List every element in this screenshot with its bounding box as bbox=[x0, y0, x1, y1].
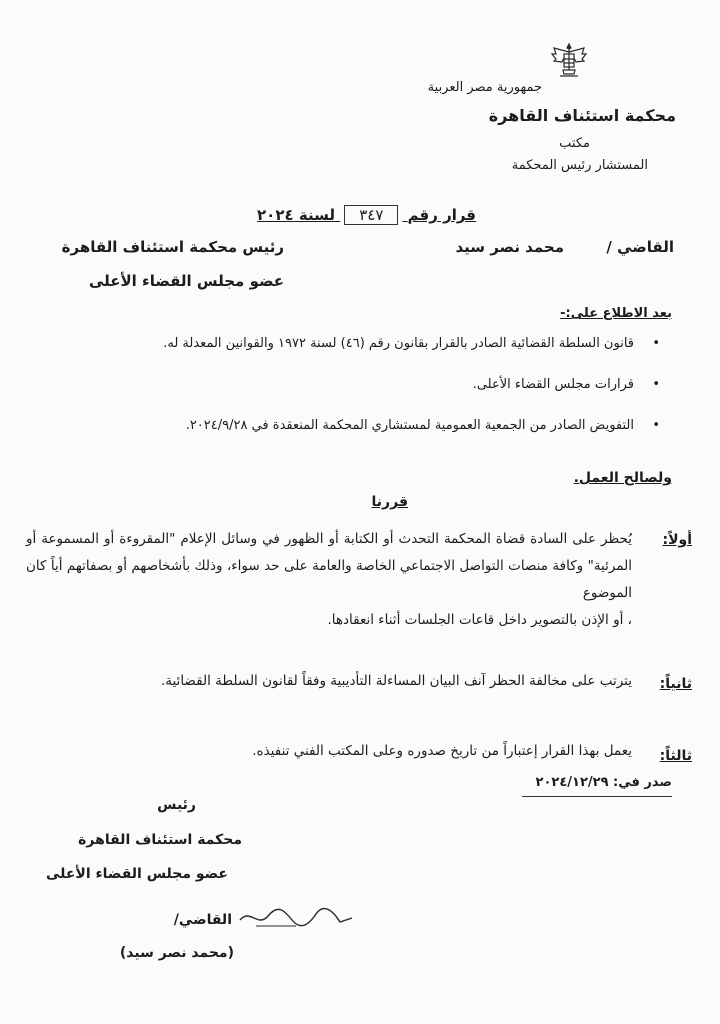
office-of-label: المستشار رئيس المحكمة bbox=[511, 158, 648, 173]
signature-judge-label: القاضي/ bbox=[173, 912, 232, 928]
issued-value: ٢٠٢٤/١٢/٢٩ bbox=[535, 775, 609, 790]
article-first-end: ، أو الإذن بالتصوير داخل قاعات الجلسات أثناء انعقادها. bbox=[327, 612, 632, 628]
preamble-list bbox=[40, 330, 660, 453]
issuer-title-2: عضو مجلس القضاء الأعلى bbox=[88, 272, 284, 290]
preamble-item-3: التفويض الصادر من الجمعية العمومية لمستشاري المحكمة المنعقدة في ٢٠٢٤/٩/٢٨. bbox=[185, 418, 634, 433]
signature-name: (محمد نصر سيد) bbox=[119, 945, 234, 961]
decision-prefix: قرار رقم bbox=[407, 206, 476, 224]
office-label: مكتب bbox=[559, 136, 590, 151]
list-item bbox=[40, 371, 660, 398]
list-item bbox=[40, 330, 660, 357]
decision-title bbox=[257, 205, 476, 225]
article-first-label: أولاً: bbox=[662, 532, 692, 548]
country-name: جمهورية مصر العربية bbox=[427, 80, 542, 95]
article-third-text: يعمل بهذا القرار إعتباراً من تاريخ صدوره وعلى المكتب الفني تنفيذه. bbox=[252, 743, 632, 759]
article-second-label: ثانياً: bbox=[659, 676, 692, 692]
signature-title-2: محكمة استئناف القاهرة bbox=[78, 832, 242, 848]
decided-heading: قررنا bbox=[371, 494, 408, 510]
preamble-heading: بعد الاطلاع على:- bbox=[560, 306, 672, 321]
judge-label: القاضي / bbox=[606, 238, 674, 256]
court-name: محكمة استئناف القاهرة bbox=[488, 106, 676, 125]
issued-underline bbox=[522, 796, 672, 797]
article-third-label: ثالثاً: bbox=[659, 748, 692, 764]
list-item bbox=[40, 412, 660, 439]
issued-label: صدر في: bbox=[613, 775, 672, 790]
work-interest: ولصالح العمل. bbox=[573, 470, 672, 486]
preamble-item-1: قانون السلطة القضائية الصادر بالقرار بقانون رقم (٤٦) لسنة ١٩٧٢ والقوانين المعدلة له. bbox=[163, 336, 634, 351]
issuer-title-1: رئيس محكمة استئناف القاهرة bbox=[61, 238, 284, 256]
decision-year: لسنة ٢٠٢٤ bbox=[257, 206, 335, 224]
article-first-text bbox=[26, 526, 632, 634]
issued-date bbox=[536, 775, 672, 790]
decision-number: ٣٤٧ bbox=[344, 205, 398, 225]
eagle-emblem-icon bbox=[548, 40, 590, 80]
signature-title-3: عضو مجلس القضاء الأعلى bbox=[45, 866, 228, 882]
judge-name: محمد نصر سيد bbox=[455, 238, 564, 256]
bullet-icon: • bbox=[652, 336, 660, 351]
article-second-text: يترتب على مخالفة الحظر آنف البيان المساءلة التأديبية وفقاً لقانون السلطة القضائية. bbox=[160, 673, 632, 689]
article-first-main: يُحظر على السادة قضاة المحكمة التحدث أو الكتابة أو الظهور في وسائل الإعلام "المقروءة أو المسموعة أو المرئية" وكافة منصات التواصل الاجتماعي الخاصة والعامة على حد سواء، وذلك بأشخاصهم أو بصفاتهم أياً كان الموضوع bbox=[26, 531, 632, 601]
preamble-item-2: قرارات مجلس القضاء الأعلى. bbox=[472, 377, 634, 392]
bullet-icon: • bbox=[652, 418, 660, 433]
signature-title-1: رئيس bbox=[157, 797, 196, 813]
handwritten-signature bbox=[236, 902, 356, 932]
bullet-icon: • bbox=[652, 377, 660, 392]
